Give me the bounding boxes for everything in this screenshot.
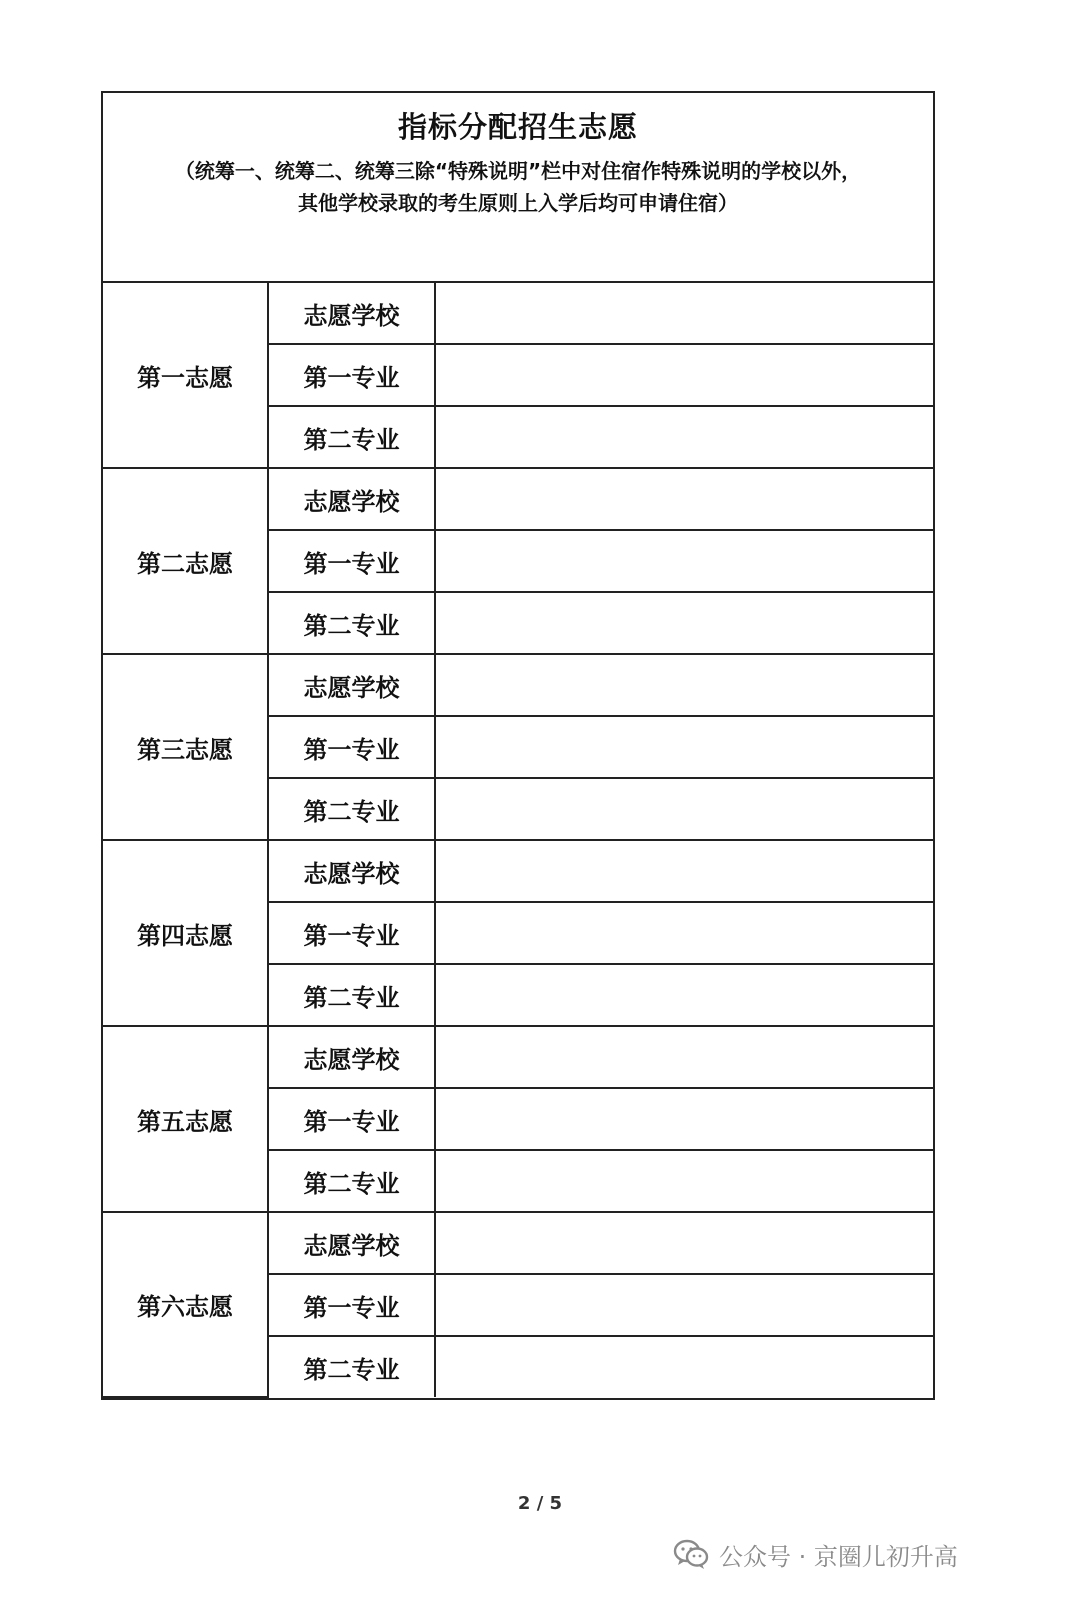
choice-form: [101, 91, 935, 1400]
choice-row: [103, 1212, 933, 1274]
choice-row: [103, 1026, 933, 1088]
choice-entry-cell[interactable]: [435, 1336, 933, 1397]
form-note: [103, 155, 933, 219]
choice-entry-cell[interactable]: [435, 1274, 933, 1336]
choices-table: [103, 283, 933, 1398]
choice-entry-cell[interactable]: [435, 283, 933, 344]
choice-row: [103, 654, 933, 716]
choice-field-label: 第一专业: [268, 902, 435, 964]
form-title: 指标分配招生志愿: [397, 110, 638, 144]
choice-entry-cell[interactable]: [435, 778, 933, 840]
page-number: 2 / 5: [517, 1493, 563, 1514]
choice-entry-cell[interactable]: [435, 1026, 933, 1088]
choice-field-label: 志愿学校: [268, 654, 435, 716]
watermark: [673, 1534, 958, 1574]
choice-field-label: 第一专业: [268, 530, 435, 592]
choice-group-label: 第六志愿: [103, 1212, 268, 1397]
choice-group-label: 第一志愿: [103, 283, 268, 468]
choice-row: [103, 283, 933, 344]
choice-group-label: 第二志愿: [103, 468, 268, 654]
choice-row: [103, 840, 933, 902]
choice-group-label: 第四志愿: [103, 840, 268, 1026]
choice-field-label: 第一专业: [268, 344, 435, 406]
form-note-line-2: 其他学校录取的考生原则上入学后均可申请住宿）: [298, 191, 738, 215]
choice-entry-cell[interactable]: [435, 530, 933, 592]
choice-entry-cell[interactable]: [435, 1212, 933, 1274]
choice-field-label: 第一专业: [268, 716, 435, 778]
choice-field-label: 志愿学校: [268, 1212, 435, 1274]
choice-entry-cell[interactable]: [435, 902, 933, 964]
choice-field-label: 第一专业: [268, 1274, 435, 1336]
choice-field-label: 志愿学校: [268, 468, 435, 530]
choice-entry-cell[interactable]: [435, 654, 933, 716]
choice-field-label: 志愿学校: [268, 1026, 435, 1088]
choice-entry-cell[interactable]: [435, 840, 933, 902]
choice-field-label: 志愿学校: [268, 283, 435, 344]
choice-field-label: 第二专业: [268, 1150, 435, 1212]
choice-field-label: 志愿学校: [268, 840, 435, 902]
choice-group-label: 第三志愿: [103, 654, 268, 840]
choice-entry-cell[interactable]: [435, 344, 933, 406]
choice-group-label: 第五志愿: [103, 1026, 268, 1212]
watermark-text: 公众号 · 京圈儿初升高: [719, 1542, 958, 1571]
choice-field-label: 第二专业: [268, 592, 435, 654]
form-note-line-1: （统筹一、统筹二、统筹三除“特殊说明”栏中对住宿作特殊说明的学校以外，: [174, 159, 862, 183]
choice-entry-cell[interactable]: [435, 1088, 933, 1150]
choice-entry-cell[interactable]: [435, 964, 933, 1026]
choice-entry-cell[interactable]: [435, 592, 933, 654]
wechat-icon: [673, 1538, 709, 1570]
choice-row: [103, 468, 933, 530]
choice-entry-cell[interactable]: [435, 406, 933, 468]
choice-entry-cell[interactable]: [435, 1150, 933, 1212]
choice-field-label: 第二专业: [268, 778, 435, 840]
choice-field-label: 第二专业: [268, 1336, 435, 1397]
choice-field-label: 第一专业: [268, 1088, 435, 1150]
choice-entry-cell[interactable]: [435, 468, 933, 530]
choice-field-label: 第二专业: [268, 406, 435, 468]
choice-entry-cell[interactable]: [435, 716, 933, 778]
form-header: [103, 93, 933, 283]
choice-field-label: 第二专业: [268, 964, 435, 1026]
